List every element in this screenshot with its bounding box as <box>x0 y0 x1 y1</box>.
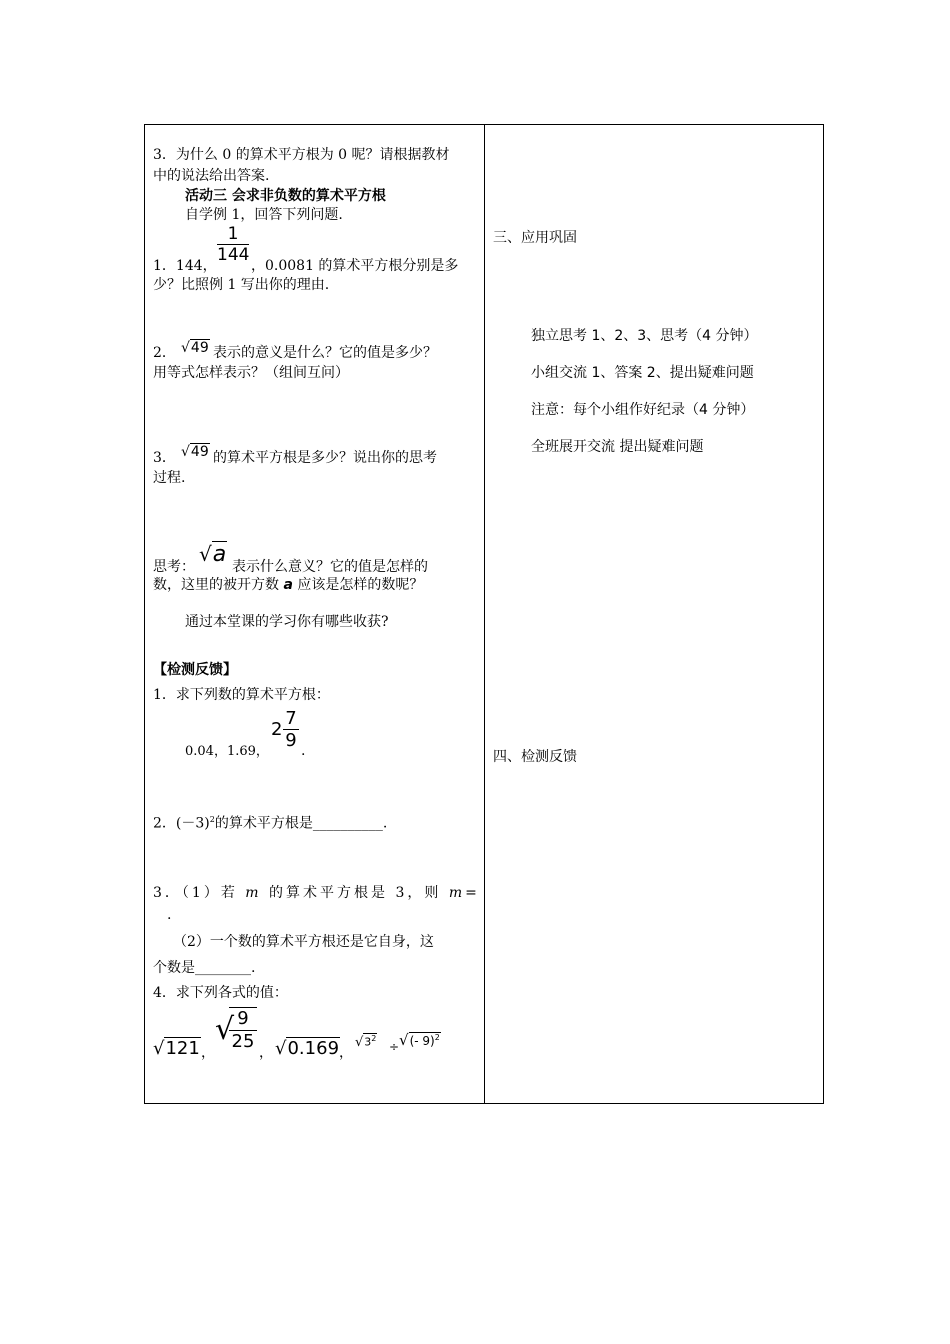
sqrt-121 <box>153 1037 201 1059</box>
e2-numerator: 9 <box>229 1008 257 1031</box>
p3-pre: 3． <box>153 450 176 466</box>
radicand-3sq <box>363 1033 377 1049</box>
radical-sign-icon: √ <box>275 1038 287 1059</box>
sqrt-49-b <box>181 443 210 460</box>
study-example: 自学例 1，回答下列问题. <box>185 207 343 223</box>
comma-1: ， <box>201 1045 215 1061</box>
lesson-table <box>144 124 824 1104</box>
f1-period: . <box>301 743 306 759</box>
e5-exponent: 2 <box>434 1033 440 1042</box>
radical-sign-icon: √ <box>153 1038 165 1059</box>
mixed-whole: 2 <box>271 719 283 740</box>
f3-equals: = <box>465 885 480 901</box>
f2-post: 的算术平方根是 <box>214 815 313 832</box>
var-m: m <box>245 885 262 901</box>
comma-3: ， <box>339 1045 353 1061</box>
fraction-7-over-9 <box>283 708 299 751</box>
f3-line3-a: 个数是 <box>153 960 195 976</box>
f2-end: . <box>382 815 388 832</box>
f4-question: 4．求下列各式的值： <box>153 985 288 1001</box>
var-a: a <box>283 577 293 593</box>
f3-line1-b: 的算术平方根是 3，则 <box>261 885 449 901</box>
fraction-9-over-25 <box>229 1007 257 1053</box>
f3-end: . <box>251 960 256 976</box>
mixed-denominator: 9 <box>285 730 297 751</box>
f3-line1-a: 3．（1）若 <box>153 885 246 901</box>
e2-denominator: 25 <box>231 1031 255 1052</box>
left-column <box>145 125 484 1103</box>
mixed-numerator: 7 <box>283 708 299 730</box>
fraction-1-over-144 <box>217 224 249 265</box>
sqrt-neg9-squared <box>399 1031 441 1049</box>
p1-line2: 少？比照例 1 写出你的理由. <box>153 277 330 293</box>
e5-base: (- 9) <box>409 1034 435 1048</box>
p2-pre: 2． <box>153 345 176 361</box>
f1-question: 1．求下列数的算术平方根： <box>153 687 330 703</box>
f2-question <box>153 809 387 835</box>
p2-line2: 用等式怎样表示？（组间互问） <box>153 365 349 381</box>
q3-line1: 3．为什么 0 的算术平方根为 0 呢？请根据教材 <box>153 147 450 163</box>
right-line-2: 小组交流 1、答案 2、提出疑难问题 <box>531 365 754 381</box>
f2-exponent: 2 <box>209 815 215 824</box>
think-line2 <box>153 575 423 596</box>
radical-sign-icon: √ <box>199 542 212 566</box>
f3-line3 <box>153 958 255 979</box>
q3-line2: 中的说法给出答案. <box>153 168 270 184</box>
think-line2-a: 数，这里的被开方数 <box>153 577 284 593</box>
feedback-title: 【检测反馈】 <box>153 662 237 678</box>
radicand-121: 121 <box>165 1038 200 1059</box>
e4-exponent: 2 <box>371 1034 377 1043</box>
radical-sign-icon: √ <box>181 444 190 460</box>
sqrt-a <box>199 541 227 567</box>
p3-post: 的算术平方根是多少？说出你的思考 <box>213 450 437 466</box>
radical-sign-icon: √ <box>215 1012 235 1047</box>
radicand: 49 <box>190 444 209 460</box>
section-3-title: 三、应用巩固 <box>493 230 577 246</box>
f2-answer-blank: __________ <box>312 815 383 832</box>
comma-2: ， <box>259 1045 273 1061</box>
f1-values: 0.04，1.69， <box>185 744 269 759</box>
e4-base: 3 <box>364 1035 372 1049</box>
frac1-denominator: 144 <box>217 245 250 265</box>
f3-line2: （2）一个数的算术平方根还是它自身，这 <box>173 934 434 950</box>
radicand-0-169: 0.169 <box>287 1038 340 1059</box>
f3-line1 <box>153 883 480 904</box>
right-column <box>485 125 823 1103</box>
radical-sign-icon: √ <box>399 1031 409 1049</box>
f3-answer-blank: ________ <box>195 960 251 976</box>
frac1-numerator: 1 <box>217 224 249 245</box>
activity3-title: 活动三 会求非负数的算术平方根 <box>185 188 386 204</box>
sqrt-0-169 <box>275 1037 340 1059</box>
radicand: 49 <box>190 340 209 356</box>
sqrt-3-squared <box>355 1033 377 1050</box>
think-post: 表示什么意义？它的值是怎样的 <box>232 559 428 575</box>
radical-sign-icon: √ <box>181 340 190 356</box>
harvest-question: 通过本堂课的学习你有哪些收获? <box>185 614 389 630</box>
divide-sign: ÷ <box>389 1040 400 1054</box>
p3-line2: 过程. <box>153 470 186 486</box>
radicand-a: a <box>212 542 227 567</box>
sqrt-49-a <box>181 339 210 356</box>
think-line2-b: 应该是怎样的数呢？ <box>292 577 424 593</box>
think-pre: 思考： <box>153 559 195 575</box>
right-line-4: 全班展开交流 提出疑难问题 <box>531 439 704 455</box>
p2-post: 表示的意义是什么？它的值是多少？ <box>213 345 437 361</box>
f2-pre: 2．(－3) <box>153 815 210 832</box>
var-m-2: m <box>448 885 466 901</box>
right-line-1: 独立思考 1、2、3、思考（4 分钟） <box>531 328 758 344</box>
f3-line1-end: . <box>167 907 172 923</box>
p1-post: ，0.0081 的算术平方根分别是多 <box>251 258 459 274</box>
radicand-neg9sq <box>409 1032 441 1048</box>
section-4-title: 四、检测反馈 <box>493 749 577 765</box>
radical-sign-icon: √ <box>355 1034 364 1050</box>
p1-pre: 1．144， <box>153 258 217 274</box>
right-line-3: 注意：每个小组作好纪录（4 分钟） <box>531 402 755 418</box>
